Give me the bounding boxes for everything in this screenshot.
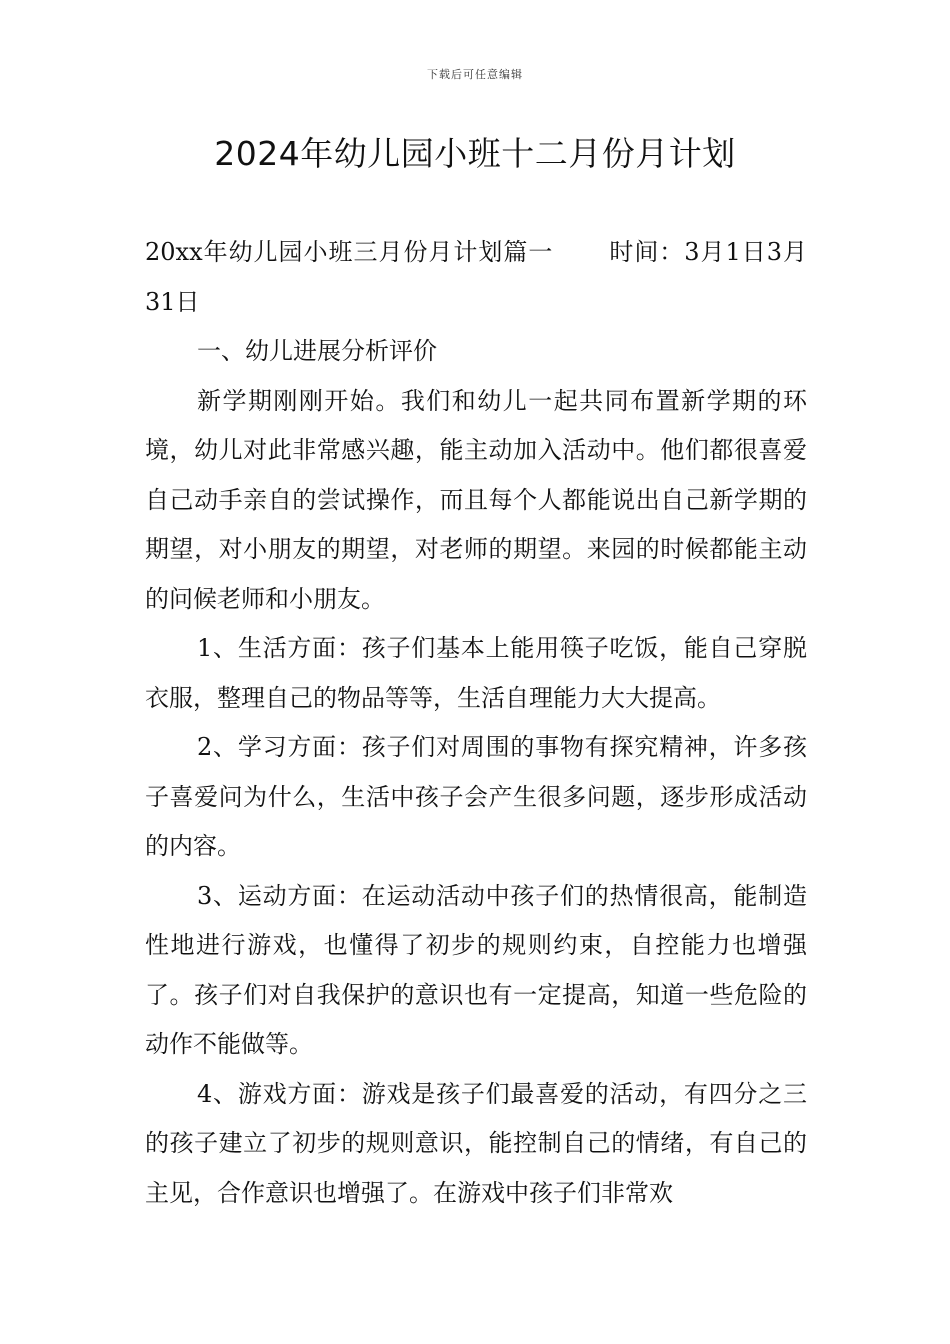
time-range: 时间：3月1日3月31日 [145, 238, 808, 316]
document-body [145, 228, 807, 1218]
header-note: 下载后可任意编辑 [427, 68, 523, 81]
section-heading: 一、幼儿进展分析评价 [197, 337, 437, 365]
subtitle: 20xx年幼儿园小班三月份月计划篇一 [145, 238, 554, 266]
intro-line [145, 228, 807, 327]
paragraph-learning: 2、学习方面：孩子们对周围的事物有探究精神，许多孩子喜爱问为什么，生活中孩子会产生很多问题，逐步形成活动的内容。 [145, 733, 807, 860]
document-title: 2024年幼儿园小班十二月份月计划 [214, 134, 736, 173]
paragraph-intro: 新学期刚刚开始。我们和幼儿一起共同布置新学期的环境，幼儿对此非常感兴趣，能主动加入活动中。他们都很喜爱自己动手亲自的尝试操作，而且每个人都能说出自己新学期的期望，对小朋友的期望，对老师的期望。来园的时候都能主动的问候老师和小朋友。 [145, 386, 807, 613]
paragraph-games: 4、游戏方面：游戏是孩子们最喜爱的活动，有四分之三的孩子建立了初步的规则意识，能控制自己的情绪，有自己的主见，合作意识也增强了。在游戏中孩子们非常欢 [145, 1079, 807, 1207]
paragraph-sports: 3、运动方面：在运动活动中孩子们的热情很高，能制造性地进行游戏，也懂得了初步的规则约束，自控能力也增强了。孩子们对自我保护的意识也有一定提高，知道一些危险的动作不能做等。 [145, 881, 807, 1058]
paragraph-life: 1、生活方面：孩子们基本上能用筷子吃饭，能自己穿脱衣服，整理自己的物品等等，生活自理能力大大提高。 [145, 634, 807, 712]
